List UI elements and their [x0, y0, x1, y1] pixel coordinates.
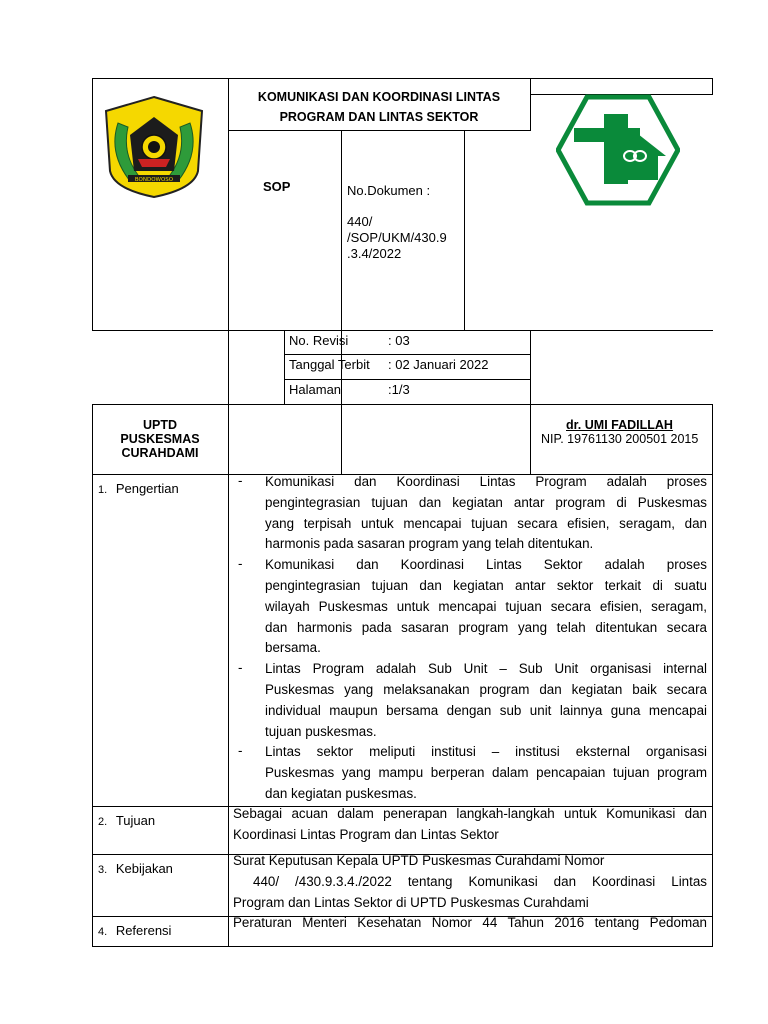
- pengertian-item: [265, 472, 707, 555]
- section-label: Kebijakan: [115, 861, 173, 876]
- doc-number-line-3: .3.4/2022: [347, 246, 402, 261]
- revision-col-divider: [284, 330, 285, 405]
- pengertian-line: Komunikasi dan Koordinasi Lintas Sektor adalah proses: [265, 557, 707, 573]
- doc-number-line-2: /SOP/UKM/430.9: [347, 230, 447, 245]
- header-right-edge: [712, 78, 713, 95]
- pengertian-line: Puskesmas yang mampu berperan dalam pencapaian tujuan program: [265, 765, 707, 781]
- pengertian-line: wilayah Puskesmas untuk mencapai tujuan secara efisien, seragam,: [265, 598, 707, 614]
- pengertian-line: Puskesmas yang melaksanakan program dan kegiatan baik secara: [265, 681, 707, 697]
- signatory-name: dr. UMI FADILLAH: [566, 418, 673, 432]
- signature-col-divider-1: [228, 404, 229, 475]
- org-line-1: UPTD: [142, 418, 178, 432]
- pengertian-line: dan harmonis pada sasaran program yang telah ditentukan secara: [265, 619, 707, 635]
- pengertian-line: tujuan puskesmas.: [265, 723, 377, 739]
- pengertian-line: bersama.: [265, 640, 321, 656]
- signatory-nip: NIP. 19761130 200501 2015: [541, 432, 699, 446]
- pengertian-line: Komunikasi dan Koordinasi Lintas Program adalah proses: [265, 474, 707, 489]
- referensi-line-1: Peraturan Menteri Kesehatan Nomor 44 Tahun 2016 tentang Pedoman: [233, 915, 707, 930]
- revision-row-divider-2: [284, 379, 531, 380]
- signature-col-divider-2: [530, 404, 531, 475]
- title-underline: [228, 130, 530, 131]
- section-number: 4.: [98, 926, 108, 938]
- pengertian-line: Lintas Program adalah Sub Unit – Sub Unit organisasi internal: [265, 661, 707, 677]
- page-value: :1/3: [388, 382, 410, 397]
- issued-value: : 02 Januari 2022: [388, 357, 489, 372]
- pengertian-line: pengintegrasian tujuan dan kegiatan antar sektor terkait di suatu: [265, 577, 707, 593]
- list-bullet-dash: -: [238, 556, 243, 572]
- pengertian-item: [265, 742, 707, 804]
- page-label: Halaman: [289, 382, 342, 397]
- revision-row-divider-1: [284, 354, 531, 355]
- revision-value: : 03: [388, 333, 410, 348]
- doc-number-line-1: 440/: [347, 214, 373, 229]
- pengertian-line: individual maupun bersama dengan sub unit lainnya guna mencapai: [265, 702, 707, 718]
- section-tujuan-label: [98, 813, 155, 830]
- body-col-divider: [228, 474, 229, 947]
- list-bullet-dash: -: [238, 743, 243, 759]
- kebijakan-text: [233, 851, 707, 913]
- col-divider-title: [530, 78, 531, 131]
- org-name: [92, 418, 228, 460]
- kebijakan-line-3: Program dan Lintas Sektor di UPTD Puskesmas Curahdami: [233, 894, 589, 910]
- section-number: 1.: [98, 484, 108, 496]
- kebijakan-line-2: 440/ /430.9.3.4./2022 tentang Komunikasi dan Koordinasi Lintas: [253, 873, 707, 889]
- section-number: 2.: [98, 816, 108, 828]
- org-line-3: CURAHDAMI: [121, 446, 199, 460]
- pengertian-line: Lintas sektor meliputi institusi – institusi eksternal organisasi: [265, 744, 707, 760]
- issued-label: Tanggal Terbit: [289, 357, 370, 372]
- revision-label: No. Revisi: [289, 333, 349, 348]
- kebijakan-line-1: Surat Keputusan Kepala UPTD Puskesmas Curahdami Nomor: [233, 853, 605, 868]
- title-line-1: KOMUNIKASI DAN KOORDINASI LINTAS: [257, 90, 501, 104]
- pengertian-item: [265, 659, 707, 742]
- pengertian-line: harmonis pada sasaran program yang telah ditentukan.: [265, 536, 594, 552]
- list-bullet-dash: -: [238, 660, 243, 676]
- col-divider-docnum: [464, 130, 465, 330]
- pengertian-line: dan kegiatan puskesmas.: [265, 785, 417, 801]
- sop-label: SOP: [263, 179, 291, 194]
- page-title: [228, 87, 530, 127]
- org-line-2: PUSKESMAS: [120, 432, 200, 446]
- doc-number-label: No.Dokumen :: [347, 183, 431, 198]
- section-referensi-label: [98, 923, 171, 940]
- section-label: Referensi: [115, 923, 172, 938]
- regency-emblem-icon: [98, 93, 210, 201]
- section-number: 3.: [98, 864, 108, 876]
- tujuan-line-1: Sebagai acuan dalam penerapan langkah-langkah untuk Komunikasi dan: [233, 806, 707, 821]
- referensi-text: [233, 913, 707, 934]
- emblem-text: BONDOWOSO: [134, 177, 174, 183]
- section-label: Pengertian: [115, 481, 179, 496]
- puskesmas-logo-icon: [556, 94, 680, 206]
- pengertian-item: [265, 555, 707, 659]
- section-kebijakan-label: [98, 861, 173, 878]
- section-label: Tujuan: [115, 813, 156, 828]
- tujuan-text: [233, 804, 707, 846]
- pengertian-line: yang terpisah untuk mencapai tujuan secara efisien, seragam, dan: [265, 515, 707, 531]
- tujuan-line-2: Koordinasi Lintas Program dan Lintas Sektor: [233, 826, 499, 842]
- pengertian-line: pengintegrasian tujuan dan kegiatan antar program di Puskesmas: [265, 494, 707, 510]
- list-bullet-dash: -: [238, 473, 243, 488]
- section-pengertian-label: [98, 481, 179, 498]
- title-line-2: PROGRAM DAN LINTAS SEKTOR: [279, 110, 479, 124]
